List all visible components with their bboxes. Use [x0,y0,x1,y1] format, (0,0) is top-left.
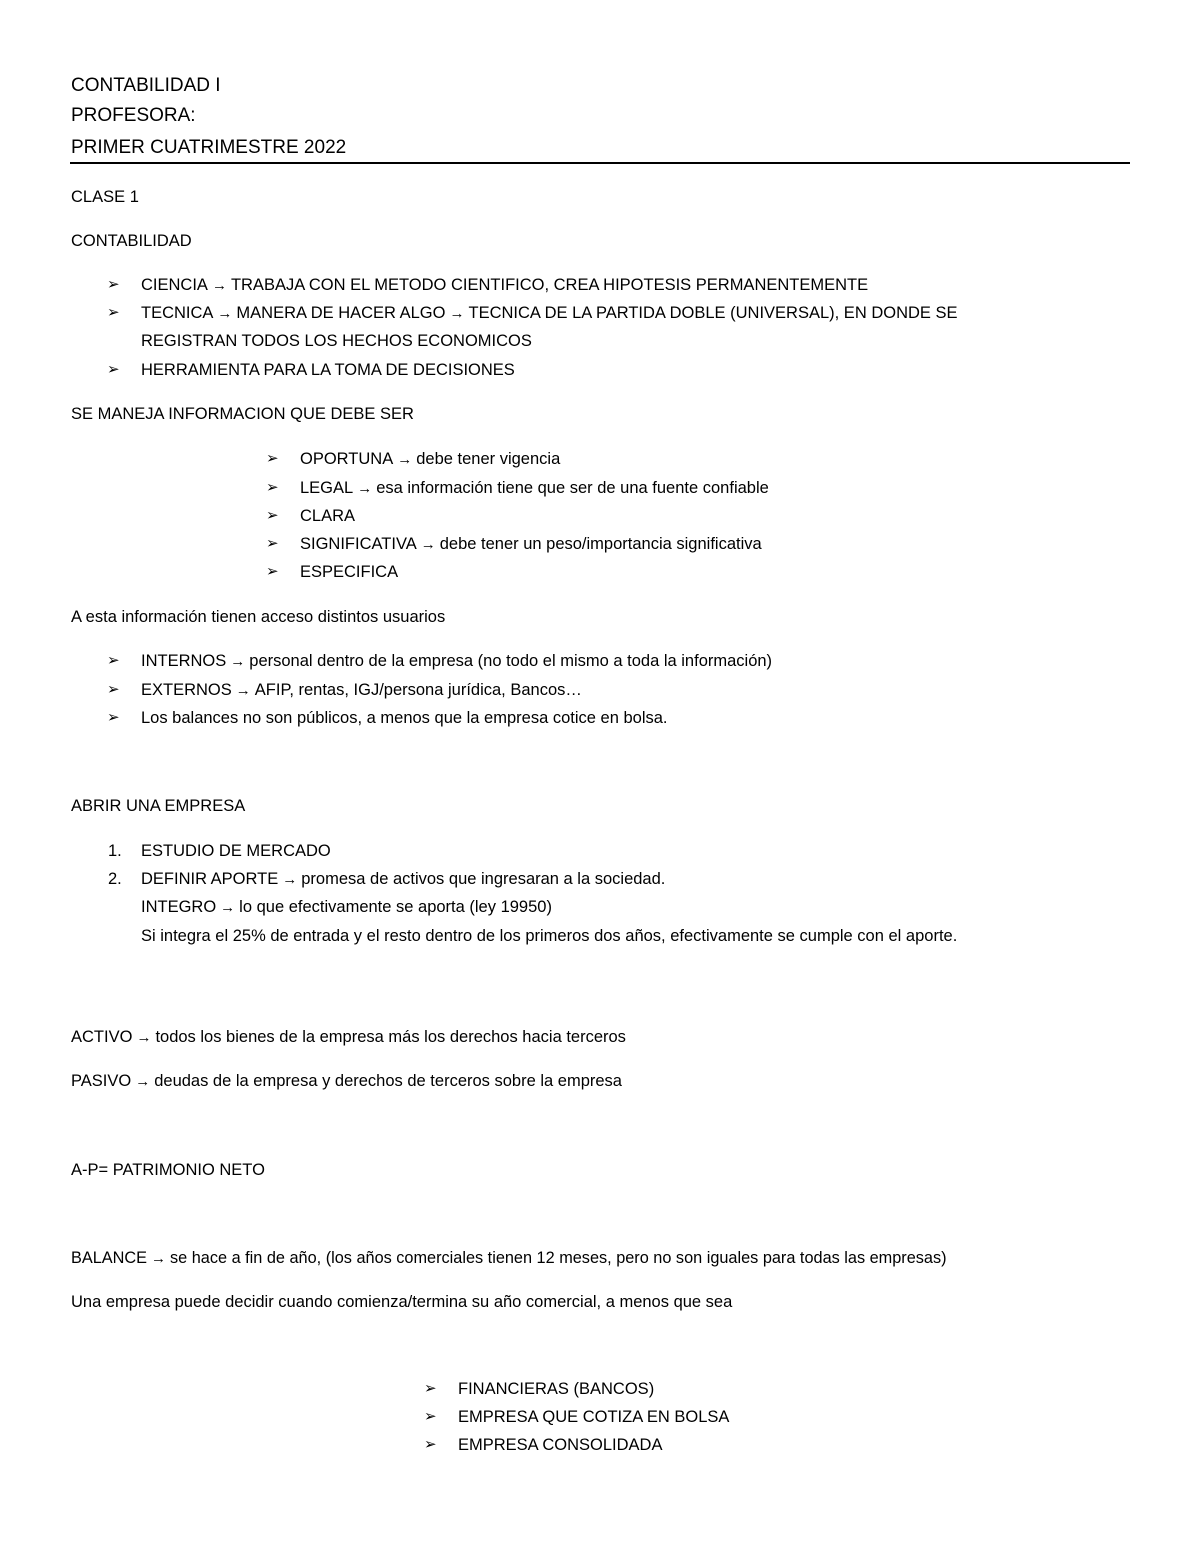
bullet-arrow-icon: ➢ [266,450,279,467]
right-arrow-icon: → [282,871,298,888]
item-term: BALANCE [71,1249,148,1267]
item-term: TECNICA [141,304,214,322]
right-arrow-icon: → [230,653,246,670]
bullet-arrow-icon: ➢ [266,507,279,524]
item-definition: MANERA DE HACER ALGO [236,304,446,322]
right-arrow-icon: → [449,305,465,322]
list-item: HERRAMIENTA PARA LA TOMA DE DECISIONES [141,361,515,379]
item-term: EXTERNOS [141,681,232,699]
right-arrow-icon: → [136,1029,152,1046]
balance-definition [71,1247,947,1270]
list-item [300,448,560,471]
bullet-arrow-icon: ➢ [107,652,120,669]
right-arrow-icon: → [420,536,436,553]
activo-definition [71,1026,626,1049]
item-term: SIGNIFICATIVA [300,535,417,553]
list-item [141,868,665,891]
list-item-continuation: Si integra el 25% de entrada y el resto dentro de los primeros dos años, efectivamente se cumple con el aporte. [141,927,958,945]
item-definition: personal dentro de la empresa (no todo el mismo a toda la información) [249,652,773,670]
item-definition: todos los bienes de la empresa más los derechos hacia terceros [155,1028,626,1046]
section-heading-abrir: ABRIR UNA EMPRESA [71,797,246,815]
professor-label: PROFESORA: [71,105,196,126]
right-arrow-icon: → [211,277,227,294]
list-item [141,274,868,297]
class-heading: CLASE 1 [71,188,139,206]
bullet-arrow-icon: ➢ [107,276,120,293]
list-item [141,679,582,702]
list-item: EMPRESA CONSOLIDADA [458,1436,663,1454]
list-item [141,650,772,673]
list-item [300,533,762,556]
item-term: INTERNOS [141,652,227,670]
bullet-arrow-icon: ➢ [107,304,120,321]
bullet-arrow-icon: ➢ [107,361,120,378]
item-definition: AFIP, rentas, IGJ/persona jurídica, Bancos… [254,681,582,699]
item-term: ACTIVO [71,1028,133,1046]
right-arrow-icon: → [135,1073,151,1090]
section-heading-informacion: SE MANEJA INFORMACION QUE DEBE SER [71,405,414,423]
item-definition: TECNICA DE LA PARTIDA DOBLE (UNIVERSAL), EN DONDE SE [468,304,958,322]
list-number: 2. [108,870,122,888]
right-arrow-icon: → [357,480,373,497]
item-definition: debe tener un peso/importancia significativa [439,535,762,553]
bullet-arrow-icon: ➢ [424,1408,437,1425]
header-divider [70,162,1130,164]
bullet-arrow-icon: ➢ [424,1380,437,1397]
bullet-arrow-icon: ➢ [266,479,279,496]
item-term: LEGAL [300,479,354,497]
list-item: CLARA [300,507,356,525]
list-item-continuation [141,896,552,919]
right-arrow-icon: → [397,451,413,468]
list-item: ESPECIFICA [300,563,399,581]
item-definition: esa información tiene que ser de una fuente confiable [376,479,769,497]
list-item: FINANCIERAS (BANCOS) [458,1380,655,1398]
item-definition: debe tener vigencia [416,450,561,468]
pasivo-definition [71,1070,622,1093]
item-term: PASIVO [71,1072,132,1090]
list-item [300,477,769,500]
item-definition: promesa de activos que ingresaran a la sociedad. [301,870,666,888]
list-item: EMPRESA QUE COTIZA EN BOLSA [458,1408,730,1426]
term-label: PRIMER CUATRIMESTRE 2022 [71,137,347,158]
paragraph: Una empresa puede decidir cuando comienza/termina su año comercial, a menos que sea [71,1293,733,1311]
bullet-arrow-icon: ➢ [266,535,279,552]
section-heading-contabilidad: CONTABILIDAD [71,232,192,250]
item-term: INTEGRO [141,898,217,916]
list-item-continuation: REGISTRAN TODOS LOS HECHOS ECONOMICOS [141,332,532,350]
list-item: Los balances no son públicos, a menos que la empresa cotice en bolsa. [141,709,668,727]
right-arrow-icon: → [235,682,251,699]
list-item [141,302,958,325]
right-arrow-icon: → [151,1250,167,1267]
item-definition: se hace a fin de año, (los años comerciales tienen 12 meses, pero no son iguales para todas las empresas) [170,1249,947,1267]
item-term: OPORTUNA [300,450,394,468]
right-arrow-icon: → [217,305,233,322]
bullet-arrow-icon: ➢ [107,681,120,698]
bullet-arrow-icon: ➢ [107,709,120,726]
list-item: ESTUDIO DE MERCADO [141,842,331,860]
list-number: 1. [108,842,122,860]
right-arrow-icon: → [220,899,236,916]
bullet-arrow-icon: ➢ [266,563,279,580]
course-title: CONTABILIDAD I [71,75,221,96]
patrimonio-formula: A-P= PATRIMONIO NETO [71,1161,265,1179]
section-heading-usuarios: A esta información tienen acceso distintos usuarios [71,608,446,626]
item-term: DEFINIR APORTE [141,870,279,888]
item-definition: lo que efectivamente se aporta (ley 19950) [239,898,552,916]
bullet-arrow-icon: ➢ [424,1436,437,1453]
item-term: CIENCIA [141,276,208,294]
item-definition: TRABAJA CON EL METODO CIENTIFICO, CREA HIPOTESIS PERMANENTEMENTE [230,276,869,294]
item-definition: deudas de la empresa y derechos de terceros sobre la empresa [154,1072,622,1090]
